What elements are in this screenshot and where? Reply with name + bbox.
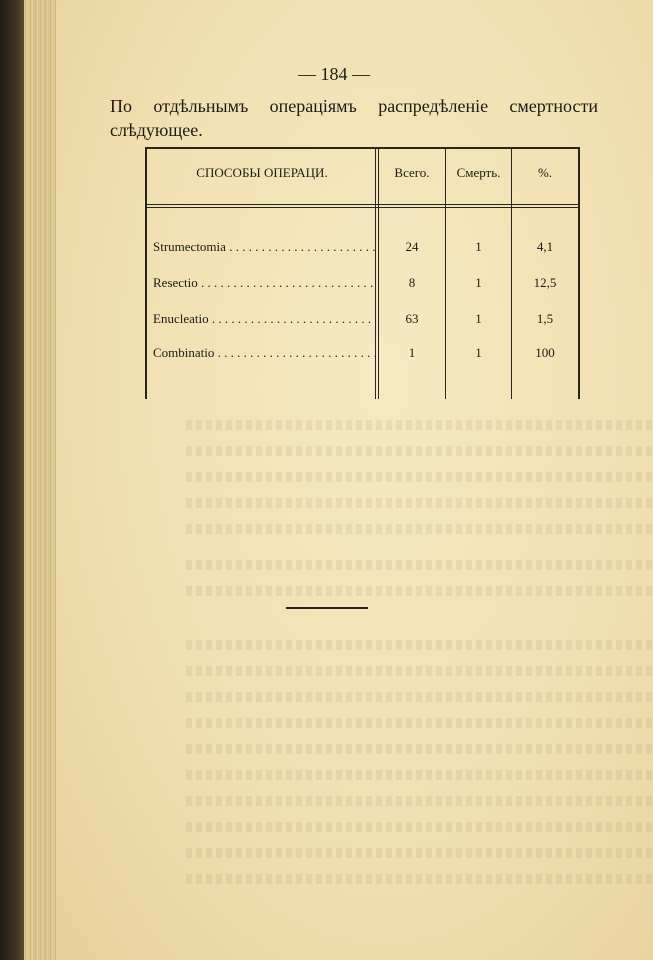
table-header-rule: [145, 204, 580, 208]
percent-value: 12,5: [533, 275, 557, 290]
header-methods: СПОСОБЫ ОПЕРАЦИ.: [196, 165, 328, 180]
deaths-value: 1: [475, 239, 482, 254]
total-value: 24: [405, 239, 419, 254]
operation-name: Enucleatio . . .: [153, 311, 375, 327]
total-value: 1: [408, 345, 416, 360]
table-row: [145, 345, 580, 367]
operation-name: Strumectomia . . .: [153, 239, 375, 255]
header-total: Всего.: [394, 165, 430, 180]
deaths-value: 1: [475, 345, 482, 360]
page-edges: [24, 0, 60, 960]
intro-paragraph: По отдѣльнымъ операціямъ распредѣленіе смертности слѣдующее.: [110, 96, 598, 140]
table-row: [145, 275, 580, 297]
section-divider: [286, 607, 368, 609]
percent-value: 1,5: [536, 311, 554, 326]
table-row: [145, 311, 580, 333]
header-percent: %.: [537, 165, 553, 180]
table-row: [145, 239, 580, 261]
book-page: [56, 0, 653, 960]
page-number: — 184 —: [298, 64, 370, 84]
deaths-value: 1: [475, 311, 482, 326]
percent-value: 4,1: [536, 239, 554, 254]
mortality-table: [145, 147, 580, 399]
table-top-rule: [145, 147, 580, 149]
deaths-value: 1: [475, 275, 482, 290]
total-value: 8: [408, 275, 416, 290]
operation-name: Resectio . . .: [153, 275, 375, 291]
header-deaths: Смерть.: [456, 165, 501, 180]
total-value: 63: [405, 311, 419, 326]
operation-name: Combinatio . . .: [153, 345, 375, 361]
percent-value: 100: [535, 345, 555, 360]
